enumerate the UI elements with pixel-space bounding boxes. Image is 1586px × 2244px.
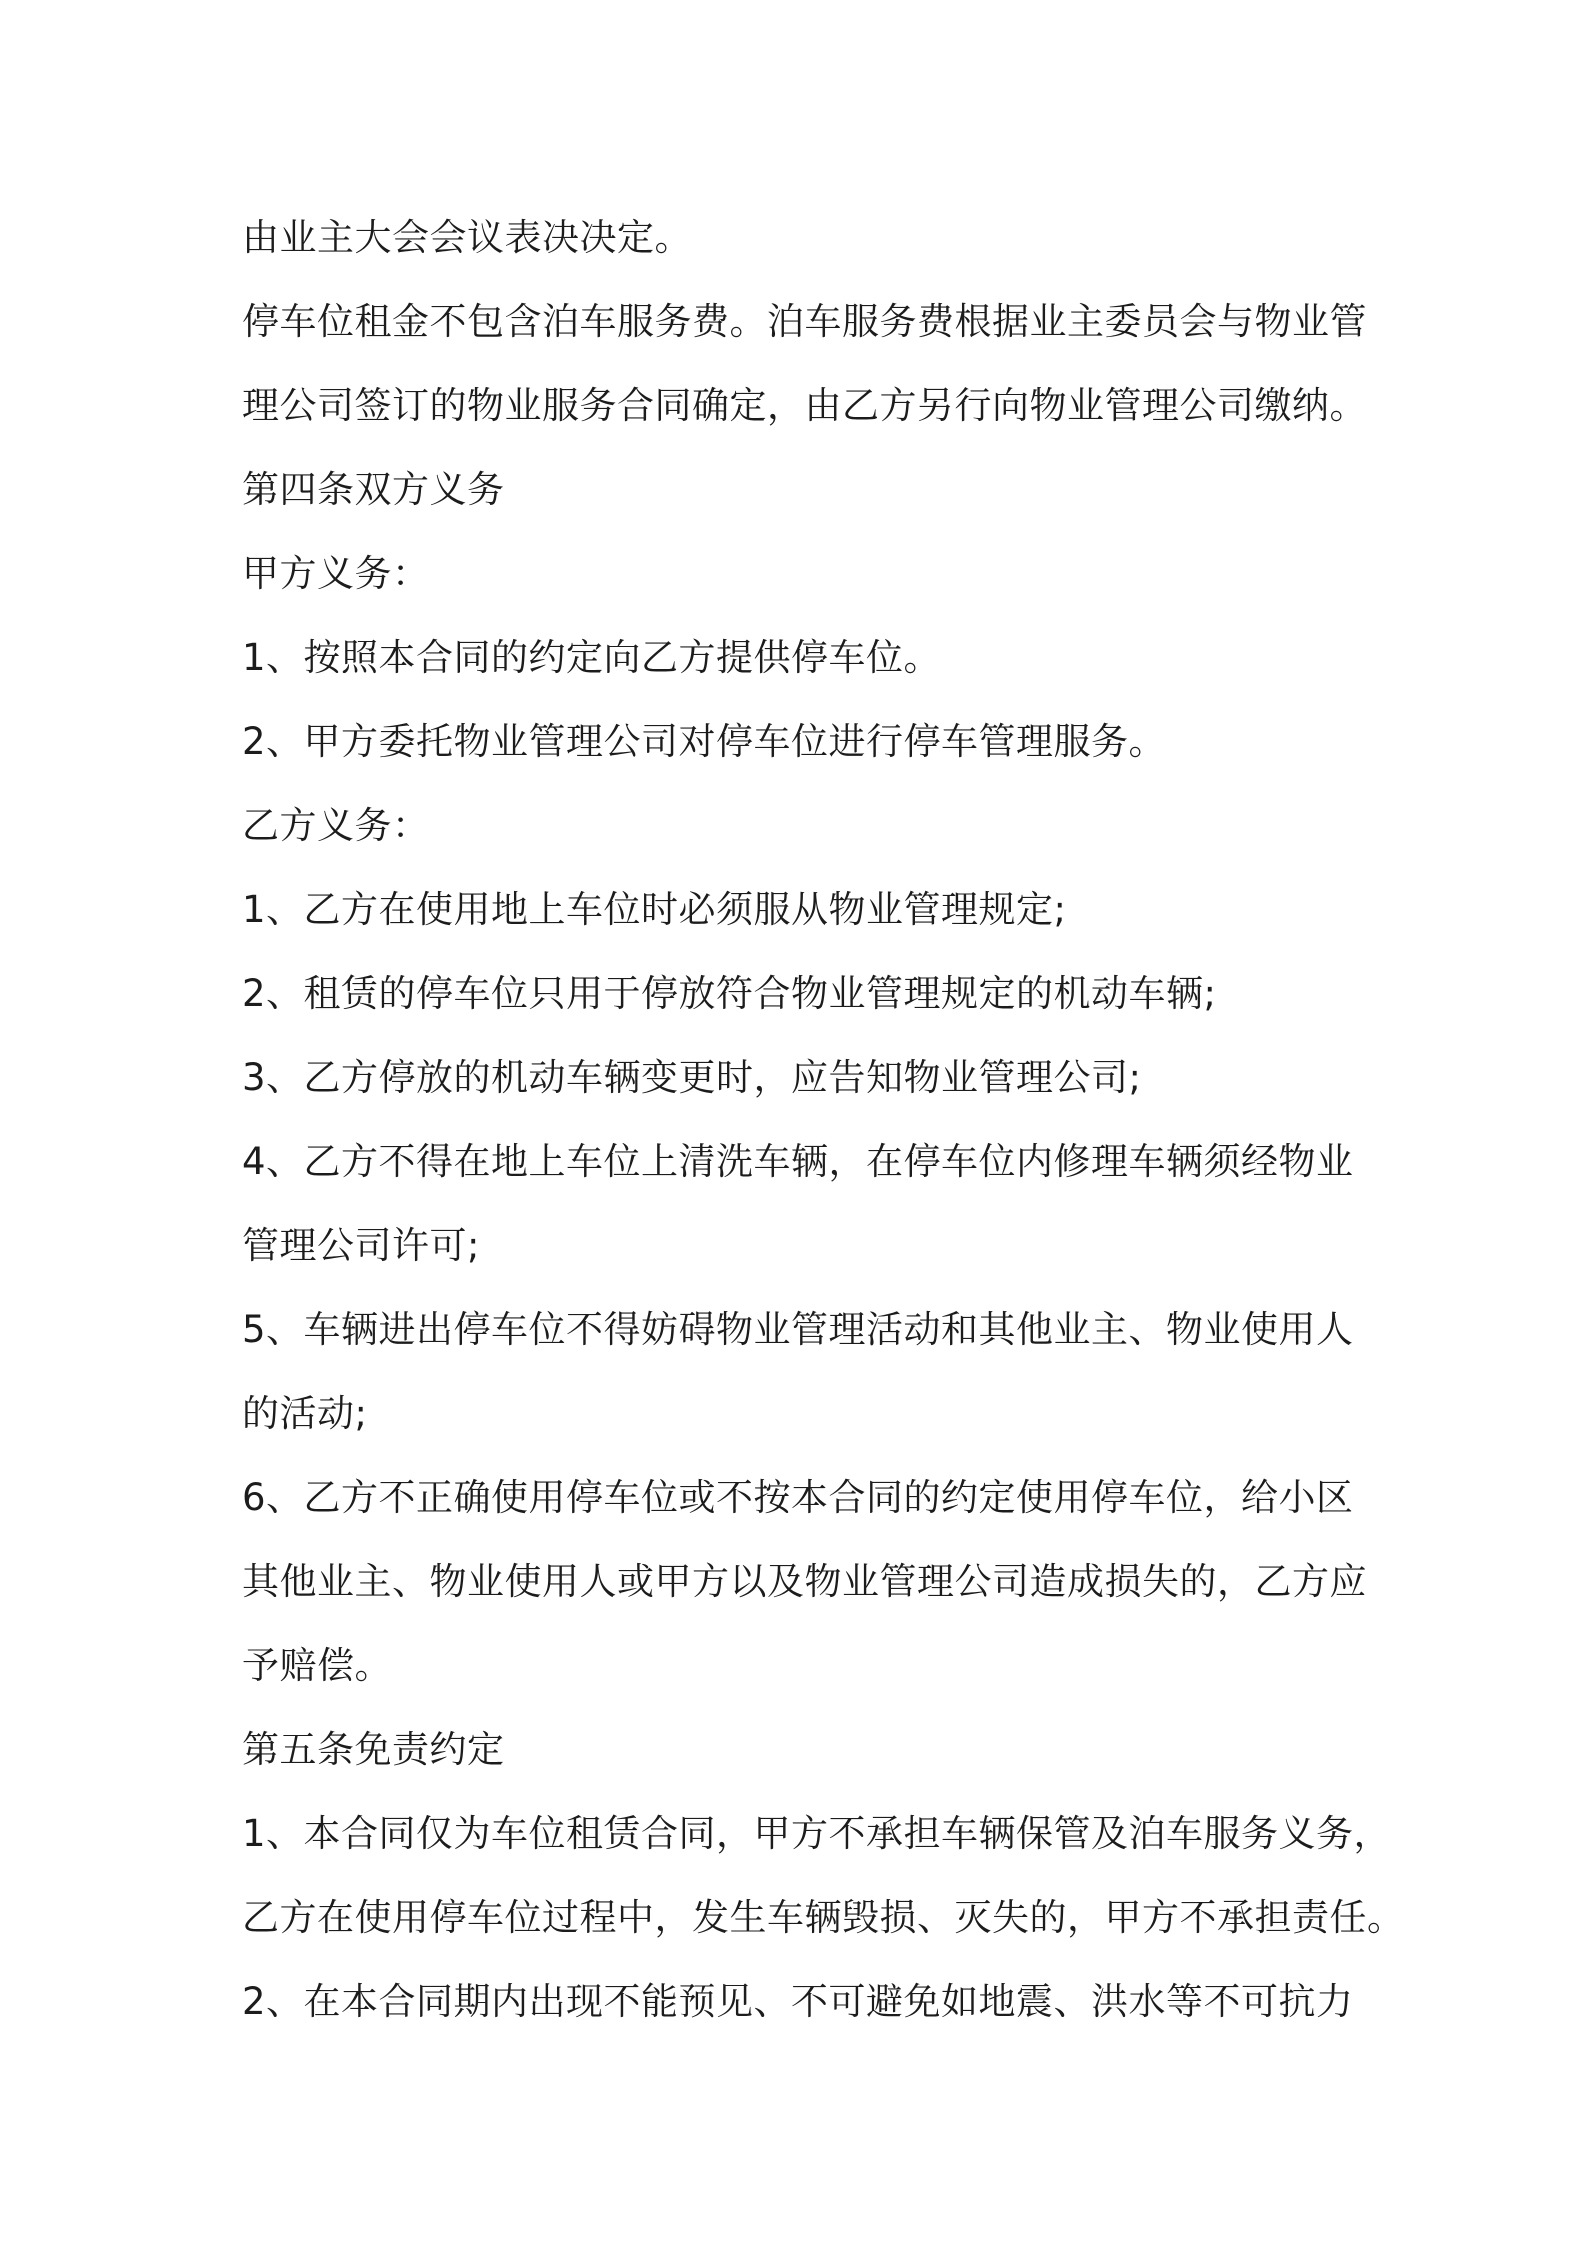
list-item-continuation: 予赔偿。: [242, 1644, 392, 1687]
subheading: 甲方义务：: [242, 552, 430, 595]
list-item: 5、车辆进出停车位不得妨碍物业管理活动和其他业主、物业使用人: [242, 1308, 1354, 1351]
list-item-continuation: 其他业主、物业使用人或甲方以及物业管理公司造成损失的，乙方应: [242, 1560, 1367, 1603]
list-item-continuation: 管理公司许可;: [242, 1224, 480, 1267]
list-item: 2、在本合同期内出现不能预见、不可避免如地震、洪水等不可抗力: [242, 1980, 1354, 2023]
section-heading: 第五条免责约定: [242, 1728, 505, 1771]
document-body: [242, 196, 1405, 2044]
list-item: 1、本合同仅为车位租赁合同，甲方不承担车辆保管及泊车服务义务，: [242, 1812, 1392, 1855]
list-item: 2、甲方委托物业管理公司对停车位进行停车管理服务。: [242, 720, 1167, 763]
text-line: 停车位租金不包含泊车服务费。泊车服务费根据业主委员会与物业管: [242, 300, 1367, 343]
section-heading: 第四条双方义务: [242, 468, 505, 511]
list-item: 3、乙方停放的机动车辆变更时，应告知物业管理公司;: [242, 1056, 1142, 1099]
text-line: 理公司签订的物业服务合同确定，由乙方另行向物业管理公司缴纳。: [242, 384, 1367, 427]
list-item: 6、乙方不正确使用停车位或不按本合同的约定使用停车位，给小区: [242, 1476, 1354, 1519]
list-item: 1、乙方在使用地上车位时必须服从物业管理规定;: [242, 888, 1067, 931]
subheading: 乙方义务：: [242, 804, 430, 847]
list-item-continuation: 的活动;: [242, 1392, 368, 1435]
list-item-continuation: 乙方在使用停车位过程中，发生车辆毁损、灭失的，甲方不承担责任。: [242, 1896, 1405, 1939]
list-item: 1、按照本合同的约定向乙方提供停车位。: [242, 636, 942, 679]
text-line: 由业主大会会议表决决定。: [242, 216, 692, 259]
list-item: 2、租赁的停车位只用于停放符合物业管理规定的机动车辆;: [242, 972, 1217, 1015]
list-item: 4、乙方不得在地上车位上清洗车辆，在停车位内修理车辆须经物业: [242, 1140, 1354, 1183]
